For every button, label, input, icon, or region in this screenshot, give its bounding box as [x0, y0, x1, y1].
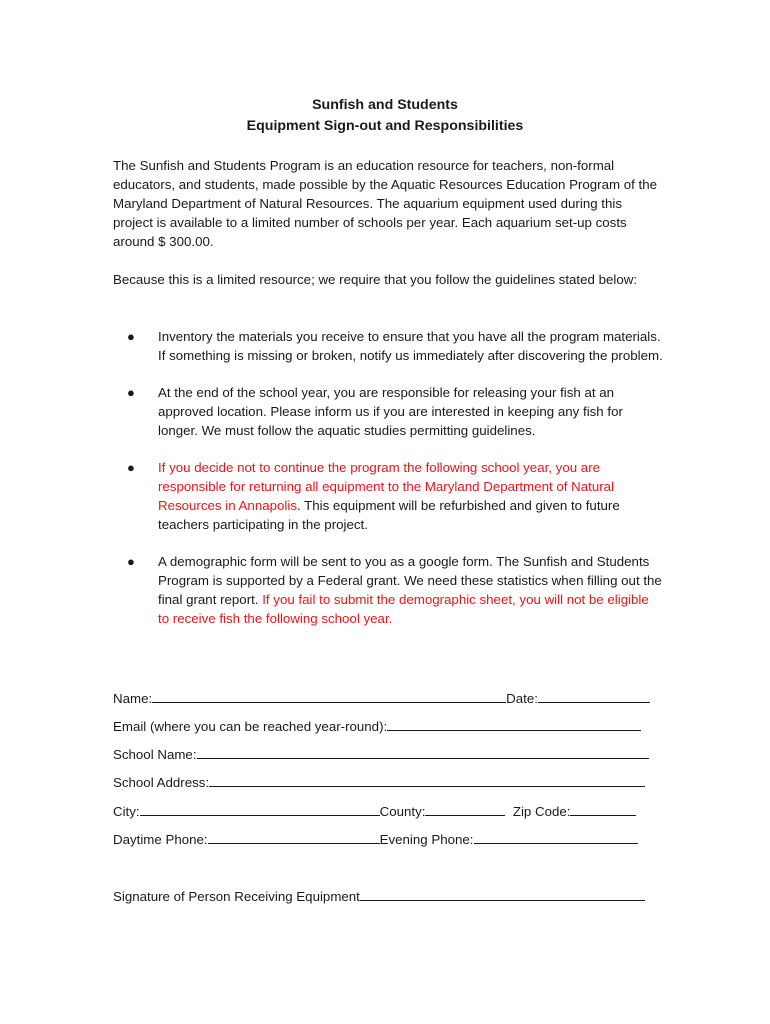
date-field[interactable]	[538, 688, 650, 703]
date-label: Date:	[506, 691, 538, 706]
intro-paragraph: The Sunfish and Students Program is an education resource for teachers, non-formal educators, and students, made possible by the Aquatic Resources Education Program of the Maryland Department of Natural Resources. The aquarium equipment used during this project is available to a limited number of schools per year. Each aquarium set-up costs around $ 300.00.	[113, 158, 658, 249]
zip-label: Zip Code:	[512, 804, 571, 819]
name-label: Name:	[113, 691, 153, 706]
bullet-icon: ●	[127, 385, 135, 400]
signature-row	[113, 886, 645, 906]
school-address-row	[113, 772, 645, 792]
city-field[interactable]	[140, 801, 380, 816]
daytime-phone-field[interactable]	[208, 829, 380, 844]
guideline-text: Inventory the materials you receive to ensure that you have all the program materials. If something is missing or broken, notify us immediately after discovering the problem.	[158, 329, 663, 363]
school-name-row	[113, 744, 649, 764]
bullet-icon: ●	[127, 460, 135, 475]
signature-label: Signature of Person Receiving Equipment	[113, 889, 360, 904]
guideline-text: . This equipment will be refurbished and given to future teachers participating in the project.	[158, 498, 620, 532]
name-field[interactable]	[152, 688, 506, 703]
daytime-phone-label: Daytime Phone:	[113, 832, 208, 847]
guideline-item	[113, 458, 663, 534]
guideline-text: At the end of the school year, you are responsible for releasing your fish at an approved location. Please inform us if you are interested in keeping any fish for longer. We must follow the aquatic studies permitting guidelines.	[158, 385, 623, 438]
guideline-warning-text: If you decide not to continue the program the following school year, you are responsible for returning all equipment to the Maryland Department of Natural Resources in Annapolis	[158, 460, 615, 513]
guidelines-list	[113, 327, 663, 646]
guideline-item	[113, 383, 663, 440]
guidelines-intro: Because this is a limited resource; we require that you follow the guidelines stated below:	[113, 272, 638, 287]
email-row	[113, 716, 641, 736]
evening-phone-label: Evening Phone:	[379, 832, 474, 847]
city-county-zip-row	[113, 801, 636, 821]
bullet-icon: ●	[127, 554, 135, 569]
evening-phone-field[interactable]	[474, 829, 638, 844]
guideline-warning-text: If you fail to submit the demographic sheet, you will not be eligible to receive fish the following school year.	[158, 592, 649, 626]
guideline-item	[113, 327, 663, 365]
guideline-item	[113, 552, 663, 628]
guideline-text: A demographic form will be sent to you as a google form. The Sunfish and Students Program is supported by a Federal grant. We need these statistics when filling out the final grant report.	[158, 554, 662, 607]
title-line-1: Sunfish and Students	[312, 97, 458, 113]
school-name-field[interactable]	[197, 744, 649, 759]
school-address-field[interactable]	[209, 772, 645, 787]
signature-field[interactable]	[360, 886, 645, 901]
school-address-label: School Address:	[113, 775, 210, 790]
phone-row	[113, 829, 638, 849]
document-title	[0, 95, 770, 137]
school-name-label: School Name:	[113, 747, 197, 762]
email-field[interactable]	[387, 716, 641, 731]
city-label: City:	[113, 804, 140, 819]
county-label: County:	[379, 804, 426, 819]
name-date-row	[113, 688, 650, 708]
email-label: Email (where you can be reached year-round):	[113, 719, 388, 734]
bullet-icon: ●	[127, 329, 135, 344]
zip-field[interactable]	[570, 801, 636, 816]
title-line-2: Equipment Sign-out and Responsibilities	[246, 118, 524, 134]
county-field[interactable]	[425, 801, 505, 816]
